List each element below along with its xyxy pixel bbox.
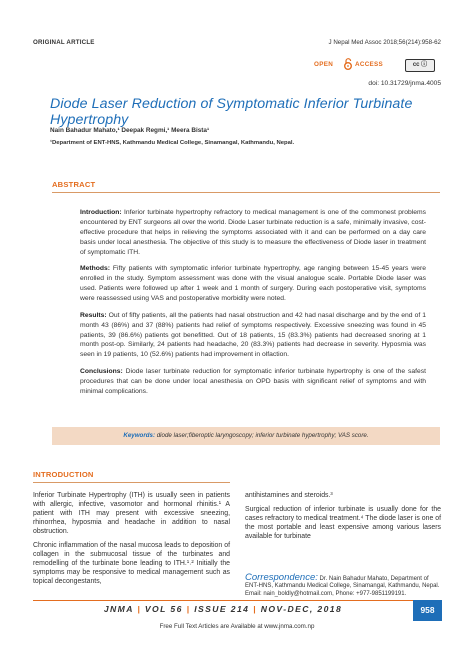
abstract-methods bbox=[80, 264, 426, 304]
article-title: Diode Laser Reduction of Symptomatic Inferior Turbinate Hypertrophy bbox=[50, 96, 413, 128]
keywords-label: Keywords: bbox=[123, 432, 156, 439]
abstract-results-text: Out of fifty patients, all the patients had nasal obstruction and 42 had nasal discharge and by the end of 1 month 43 (86%) and 37 (88%) patients had relief of symptoms respectively. Excessive sneezing was found in 45 patients, 39 (86.6%) patients got benefitted. Out of 18 patients, 15 (83.3%) patients had decreased snoring at 1 month post-op. Similarly, 24 patients had headache, 20 (83.3%) patients had decrease in severity. Hyposmia was seen in 19 patients, 10 (52.6%) patients had improvement in olfaction. bbox=[80, 311, 426, 359]
intro-paragraph: Chronic inflammation of the nasal mucosa leads to deposition of collagen in the submucosal tissue of the turbinates and remodelling of the turbinate bone leading to ITH.¹˒² Initially the symptoms may be responsive to medical management such as topical decongestants, bbox=[33, 542, 230, 585]
intro-paragraph: Inferior Turbinate Hypertrophy (ITH) is usually seen in patients with allergic, infective, vasomotor and hormonal rhinitis.¹ A patient with ITH may present with excessive sneezing, rhinorrhea, hyposmia and headache in addition to nasal obstruction. bbox=[33, 492, 230, 535]
footer-separator: | bbox=[253, 604, 257, 614]
open-access-right: ACCESS bbox=[355, 61, 384, 68]
abstract-results-label: Results: bbox=[80, 311, 107, 319]
footer-period: NOV-DEC, 2018 bbox=[260, 604, 343, 614]
abstract-conclusions-text: Diode laser turbinate reduction for symptomatic inferior turbinate hypertrophy is one of the safest procedures that can be done under local anesthesia on OPD basis with significant relief of symptoms and with minimal complications. bbox=[80, 368, 426, 395]
intro-paragraph: Surgical reduction of inferior turbinate is usually done for the cases refractory to medical treatment.⁴ The diode laser is one of the most portable and least expensive among various lasers available for turbinate bbox=[245, 506, 441, 540]
footer-issue: ISSUE 214 bbox=[194, 604, 250, 614]
free-articles-note[interactable]: Free Full Text Articles are Available at www.jnma.com.np bbox=[159, 623, 315, 630]
abstract-methods-text: Fifty patients with symptomatic inferior turbinate hypertrophy, age ranging between 15-45 years were enrolled in the study. Symptom assessment was done with the visual analogue scale. Portable Diode laser was used. Patients were followed up after 1 week and 1 month of surgery. During each postoperative visit, symptoms were reassessed using VAS and postoperative morbidity were noted. bbox=[80, 265, 426, 303]
keywords bbox=[52, 432, 440, 439]
footer-separator: | bbox=[186, 604, 191, 614]
abstract-introduction bbox=[80, 208, 426, 258]
doi[interactable]: doi: 10.31729/jnma.4005 bbox=[368, 80, 441, 87]
article-type-label: ORIGINAL ARTICLE bbox=[33, 39, 95, 46]
abstract-rule bbox=[52, 192, 440, 193]
correspondence bbox=[245, 574, 441, 598]
footer-separator: | bbox=[137, 604, 142, 614]
cc-license-icon: cc ⓘ bbox=[405, 59, 435, 72]
correspondence-label: Correspondence: bbox=[245, 572, 318, 583]
abstract-results bbox=[80, 311, 426, 361]
open-access-lock-icon bbox=[343, 58, 353, 70]
abstract-introduction-label: Introduction: bbox=[80, 209, 122, 216]
correspondence-text: Dr. Nain Bahadur Mahato, Department of ENT-HNS, Kathmandu Medical College, Sinamangal, Kathmandu, Nepal. Email: nain_boldly@hotmail.com, Phone: +977-9851199191. bbox=[245, 576, 440, 597]
introduction-heading: INTRODUCTION bbox=[33, 470, 94, 479]
abstract-conclusions bbox=[80, 367, 426, 397]
authors: Nain Bahadur Mahato,¹ Deepak Regmi,¹ Meera Bista¹ bbox=[50, 127, 210, 134]
open-access-left: OPEN bbox=[314, 61, 334, 68]
footer-journal-line bbox=[33, 604, 413, 614]
abstract-methods-label: Methods: bbox=[80, 265, 110, 273]
footer-journal: JNMA bbox=[103, 604, 134, 614]
footer-rule bbox=[33, 600, 413, 601]
footer-volume: VOL 56 bbox=[144, 604, 183, 614]
abstract-heading: ABSTRACT bbox=[52, 180, 96, 189]
affiliation: ¹Department of ENT-HNS, Kathmandu Medical College, Sinamangal, Kathmandu, Nepal. bbox=[50, 140, 295, 146]
abstract-conclusions-label: Conclusions: bbox=[80, 368, 123, 376]
page-number: 958 bbox=[413, 600, 442, 621]
introduction-right-column bbox=[245, 491, 441, 546]
abstract-body bbox=[80, 208, 426, 404]
abstract-introduction-text: Inferior turbinate hypertrophy refractory to medical management is one of the commonest problems encountered by ENT surgeons all over the world. Diode Laser turbinate reduction is a safe, minimally invasive, cost-effective procedure that helps in relieving the symptoms associated with it and can be performed on a day care basis under local anesthesia. The objective of this study is to measure the effectiveness of Diode laser in treatment of symptomatic ITH. bbox=[80, 209, 426, 256]
keywords-text: diode laser;fiberoptic laryngoscopy; inferior turbinate hypertrophy; VAS score. bbox=[155, 432, 369, 439]
introduction-left-column bbox=[33, 491, 230, 591]
open-access-badge bbox=[314, 53, 428, 75]
intro-paragraph: antihistamines and steroids.³ bbox=[245, 492, 333, 499]
introduction-rule bbox=[33, 482, 230, 483]
journal-citation: J Nepal Med Assoc 2018;56(214):958-62 bbox=[328, 39, 441, 46]
